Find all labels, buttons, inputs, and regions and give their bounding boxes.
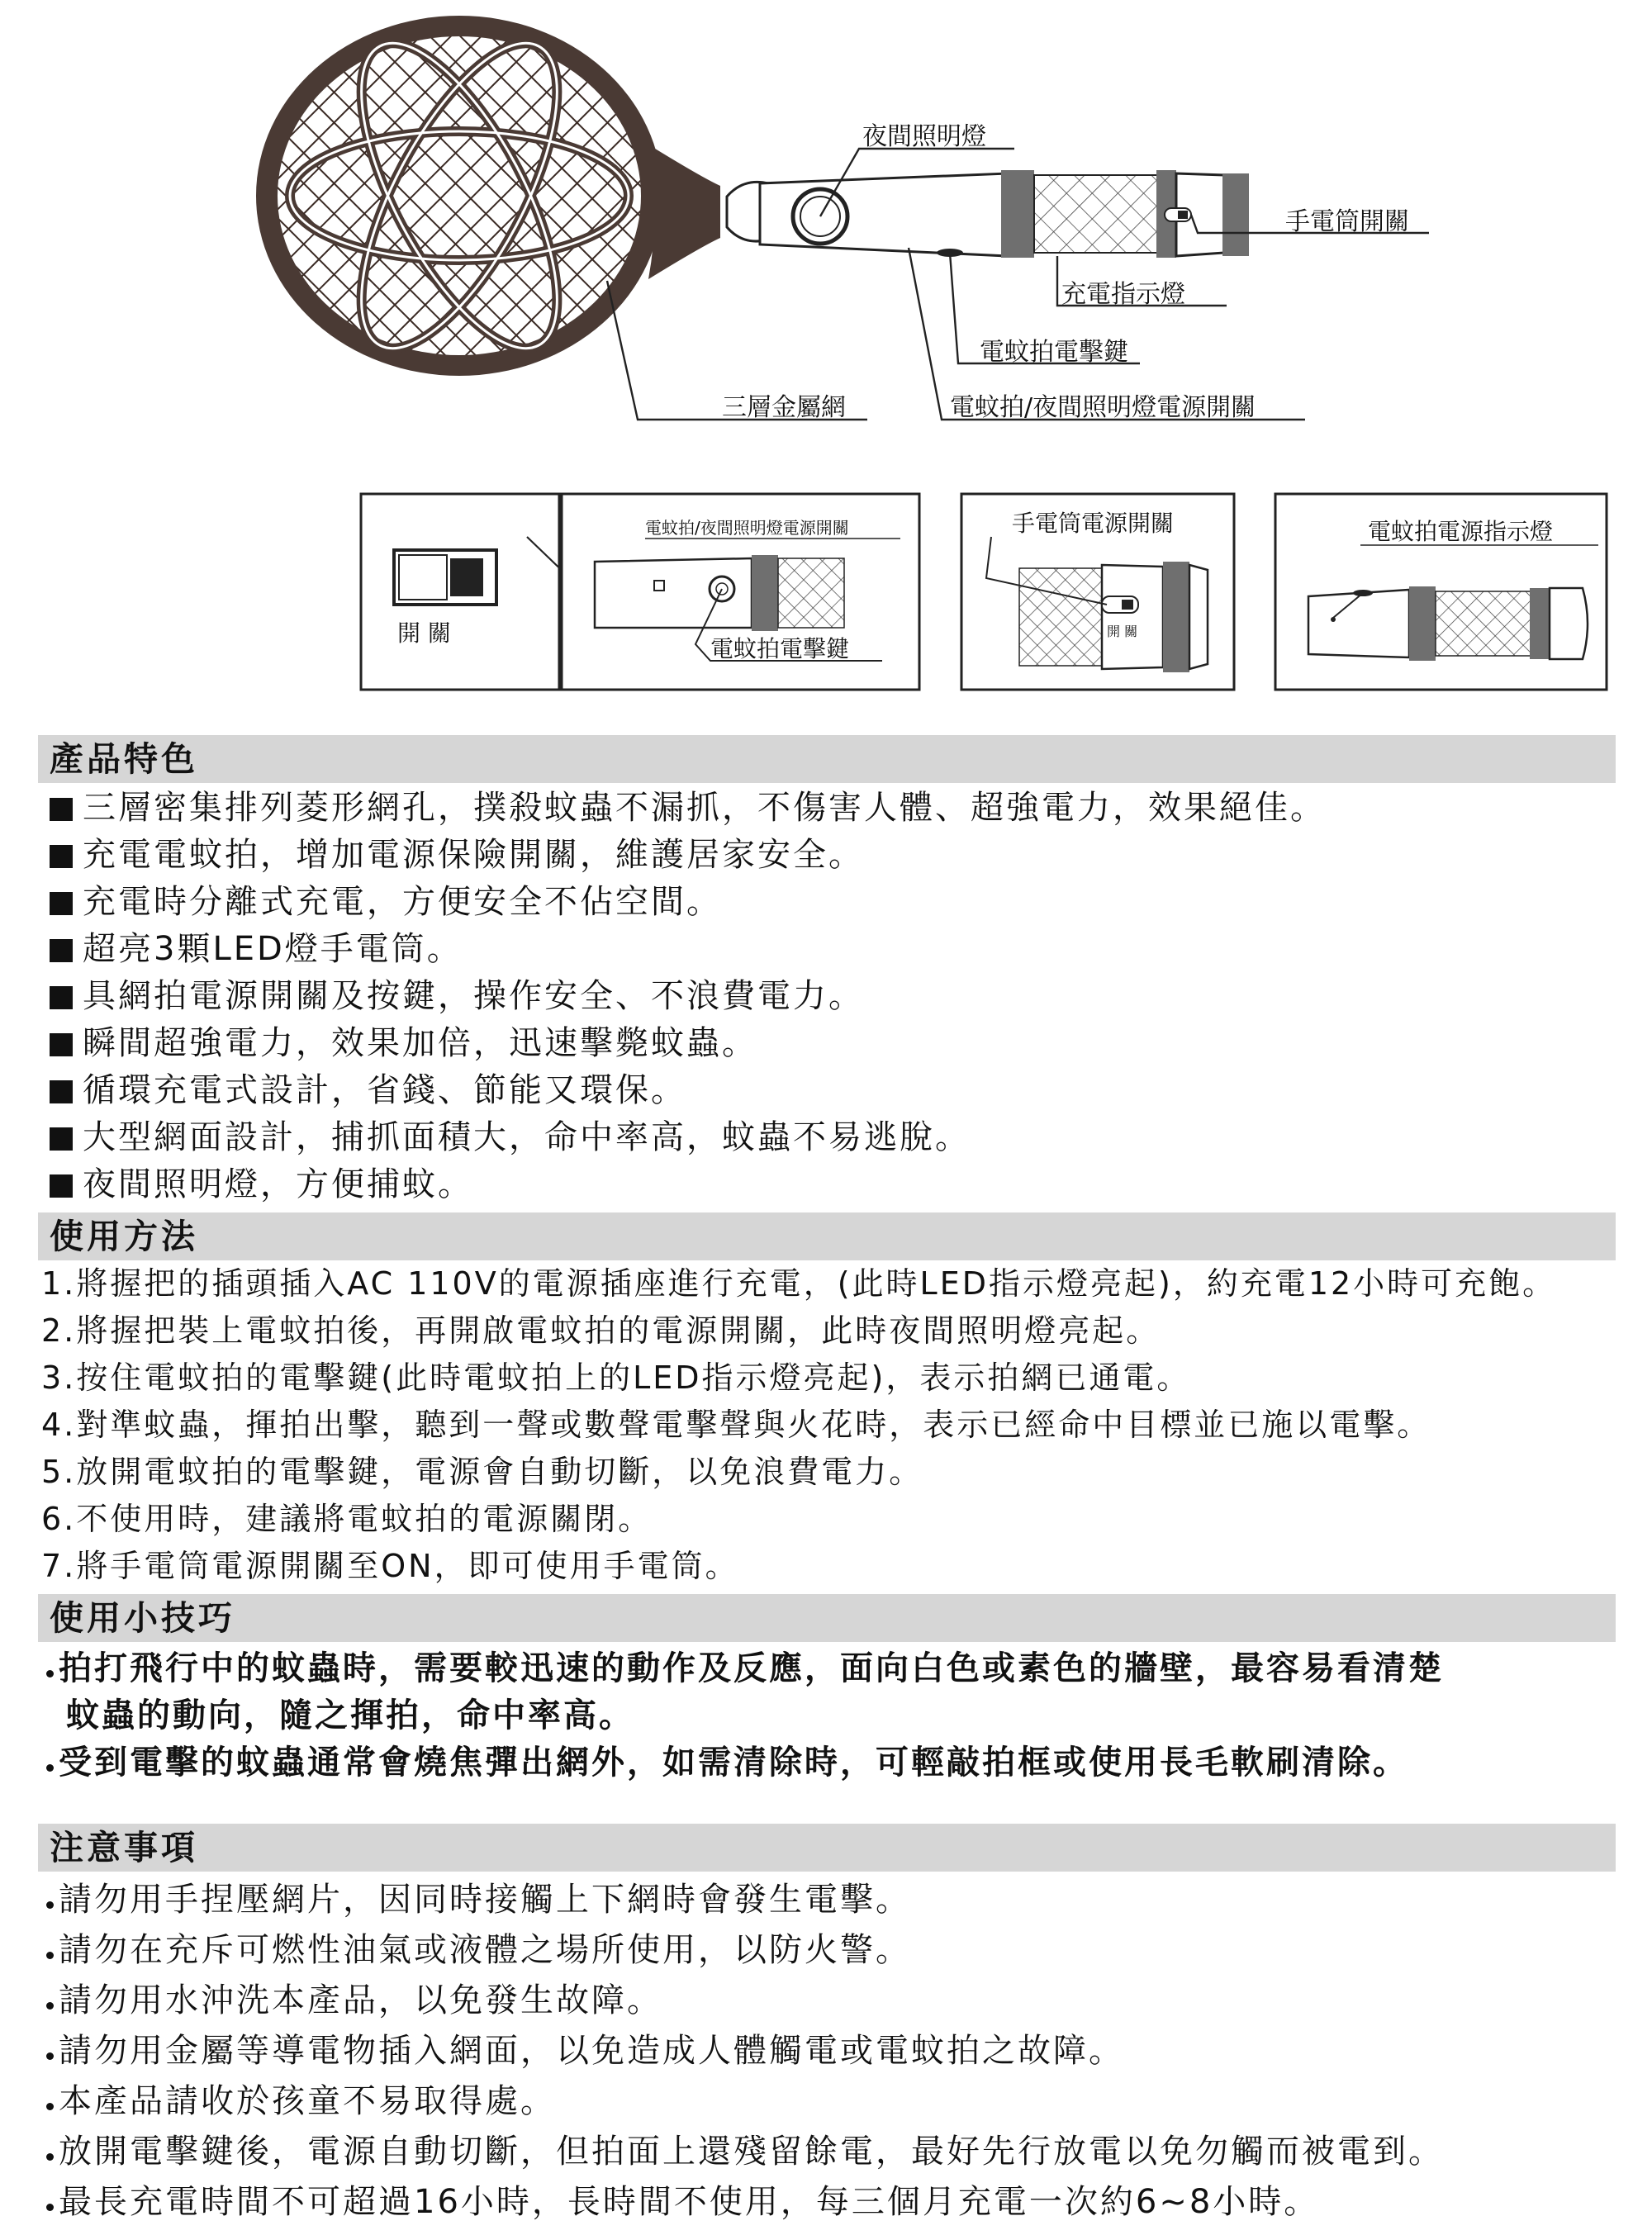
tip-item: 受到電擊的蚊蟲通常會燒焦彈出網外，如需清除時，可輕敲拍框或使用長毛軟刷清除。 <box>38 1739 1616 1787</box>
bullet-dot-icon <box>46 2002 54 2010</box>
usage-heading: 使用方法 <box>38 1212 1616 1260</box>
square-bullet-icon <box>50 845 73 868</box>
bullet-dot-icon <box>46 2103 54 2110</box>
tip-item-continuation: 蚊蟲的動向，隨之揮拍，命中率高。 <box>66 1696 634 1734</box>
note-item: 最長充電時間不可超過16小時，長時間不使用，每三個月充電一次約6~8小時。 <box>38 2177 1616 2228</box>
square-bullet-icon <box>50 1174 73 1198</box>
feature-item: 夜間照明燈，方便捕蚊。 <box>38 1161 1616 1208</box>
panel2-zap-button: 電蚊拍電擊鍵 <box>710 635 850 662</box>
racket-handle <box>648 145 1249 279</box>
square-bullet-icon <box>50 892 73 915</box>
note-item: 請勿在充斥可燃性油氣或液體之場所使用，以防火警。 <box>38 1925 1616 1976</box>
bullet-dot-icon <box>46 2153 54 2161</box>
label-flashlight-switch: 手電筒開關 <box>1285 207 1409 236</box>
bullet-dot-icon <box>46 1764 54 1772</box>
usage-step: 5.放開電蚊拍的電擊鍵，電源會自動切斷，以免浪費電力。 <box>41 1454 923 1490</box>
bullet-dot-icon <box>46 2052 54 2060</box>
feature-item: 超亮3顆LED燈手電筒。 <box>38 926 1616 973</box>
bullet-dot-icon <box>46 1901 54 1909</box>
feature-item: 充電電蚊拍，增加電源保險開關，維護居家安全。 <box>38 832 1616 879</box>
features-heading: 產品特色 <box>38 735 1616 783</box>
note-item: 請勿用金屬等導電物插入網面，以免造成人體觸電或電蚊拍之故障。 <box>38 2026 1616 2076</box>
label-night-light: 夜間照明燈 <box>862 122 986 151</box>
detail-flashlight-panel <box>961 494 1234 690</box>
note-item: 請勿用水沖洗本產品，以免發生故障。 <box>38 1976 1616 2026</box>
usage-step: 2.將握把裝上電蚊拍後，再開啟電蚊拍的電源開關，此時夜間照明燈亮起。 <box>41 1312 1161 1349</box>
note-item: 放開電擊鍵後，電源自動切斷，但拍面上還殘留餘電，最好先行放電以免勿觸而被電到。 <box>38 2127 1616 2177</box>
detail-power-panel <box>562 494 919 690</box>
panel2-title: 電蚊拍/夜間照明燈電源開關 <box>645 518 849 538</box>
label-zap-button: 電蚊拍電擊鍵 <box>980 338 1128 367</box>
racket-head <box>256 16 662 376</box>
feature-item: 瞬間超強電力，效果加倍，迅速擊斃蚊蟲。 <box>38 1020 1616 1067</box>
usage-step: 4.對準蚊蟲，揮拍出擊，聽到一聲或數聲電擊聲與火花時，表示已經命中目標並已施以電擊。 <box>41 1407 1431 1443</box>
label-power-switch: 電蚊拍/夜間照明燈電源開關 <box>950 393 1256 422</box>
tip-item: 拍打飛行中的蚊蟲時，需要較迅速的動作及反應，面向白色或素色的牆壁，最容易看清楚 <box>38 1645 1616 1692</box>
panel4-title: 電蚊拍電源指示燈 <box>1368 518 1554 545</box>
label-charge-indicator: 充電指示燈 <box>1061 280 1185 309</box>
note-item: 本產品請收於孩童不易取得處。 <box>38 2076 1616 2127</box>
usage-step: 3.按住電蚊拍的電擊鍵(此時電蚊拍上的LED指示燈亮起)，表示拍網已通電。 <box>41 1360 1191 1396</box>
usage-step: 7.將手電筒電源開關至ON，即可使用手電筒。 <box>41 1548 739 1584</box>
note-item: 請勿用手捏壓網片，因同時接觸上下網時會發生電擊。 <box>38 1875 1616 1925</box>
usage-step: 1.將握把的插頭插入AC 110V的電源插座進行充電，(此時LED指示燈亮起)，約充電12小時可充飽。 <box>41 1265 1557 1302</box>
square-bullet-icon <box>50 986 73 1009</box>
square-bullet-icon <box>50 1080 73 1103</box>
bullet-dot-icon <box>46 1952 54 1959</box>
feature-item: 充電時分離式充電，方便安全不佔空間。 <box>38 879 1616 926</box>
tips-heading: 使用小技巧 <box>38 1594 1616 1642</box>
usage-section <box>38 1212 1616 1590</box>
square-bullet-icon <box>50 939 73 962</box>
square-bullet-icon <box>50 798 73 821</box>
square-bullet-icon <box>50 1127 73 1151</box>
panel3-title: 手電筒電源開關 <box>1012 510 1175 537</box>
bullet-dot-icon <box>46 1670 54 1677</box>
tips-section <box>38 1594 1616 1787</box>
feature-item: 具網拍電源開關及按鍵，操作安全、不浪費電力。 <box>38 973 1616 1020</box>
detail-indicator-panel <box>1275 494 1607 690</box>
feature-item: 大型網面設計，捕抓面積大，命中率高，蚊蟲不易逃脫。 <box>38 1114 1616 1161</box>
label-mesh: 三層金屬網 <box>722 393 846 422</box>
feature-item: 循環充電式設計，省錢、節能又環保。 <box>38 1067 1616 1114</box>
notes-heading: 注意事項 <box>38 1824 1616 1872</box>
notes-section <box>38 1824 1616 2228</box>
product-diagram <box>0 0 1652 710</box>
square-bullet-icon <box>50 1033 73 1056</box>
switch-label: 開 關 <box>397 619 451 647</box>
usage-step: 6.不使用時，建議將電蚊拍的電源關閉。 <box>41 1501 653 1537</box>
panel3-switch-mark: 開 關 <box>1107 624 1138 639</box>
features-section <box>38 735 1616 1208</box>
feature-item: 三層密集排列菱形網孔，撲殺蚊蟲不漏抓，不傷害人體、超強電力，效果絕佳。 <box>38 785 1616 832</box>
bullet-dot-icon <box>46 2204 54 2211</box>
